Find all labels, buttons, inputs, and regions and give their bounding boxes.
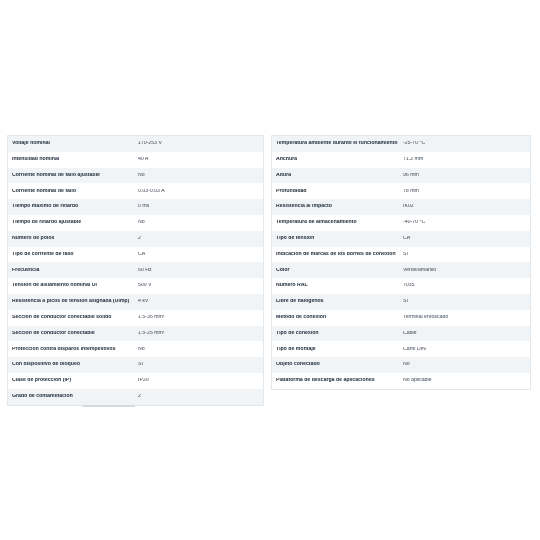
spec-value: Sí bbox=[138, 362, 143, 368]
table-row bbox=[272, 168, 530, 184]
spec-value: 0.03-0.03 A bbox=[138, 188, 165, 194]
table-row bbox=[272, 199, 530, 215]
table-row bbox=[8, 357, 263, 373]
table-row bbox=[272, 341, 530, 357]
spec-label: Tiempo de retardo ajustable bbox=[12, 220, 82, 226]
spec-label: Tensión de aislamiento nominal Ui bbox=[12, 283, 97, 289]
spec-table-right bbox=[271, 135, 531, 390]
table-row bbox=[8, 183, 263, 199]
spec-label: Frecuencia bbox=[12, 267, 40, 273]
spec-label: Número RAL bbox=[276, 283, 308, 289]
table-row bbox=[8, 341, 263, 357]
spec-value: CA bbox=[138, 251, 146, 257]
table-row bbox=[272, 262, 530, 278]
table-row bbox=[8, 310, 263, 326]
spec-value: No bbox=[138, 172, 145, 178]
spec-label: Objeto conectado bbox=[276, 362, 320, 368]
spec-label: Corriente nominal de fallo ajustable bbox=[12, 172, 100, 178]
spec-label: Intensidad nominal bbox=[12, 157, 60, 163]
spec-value: 2 bbox=[138, 236, 141, 242]
table-row bbox=[8, 168, 263, 184]
table-row bbox=[8, 215, 263, 231]
spec-value: Sí bbox=[403, 299, 408, 305]
spec-value: 50 Hz bbox=[138, 267, 152, 273]
spec-value: -25-70 °C bbox=[403, 141, 426, 147]
table-row bbox=[8, 389, 263, 405]
spec-value: Cable bbox=[403, 330, 417, 336]
spec-value: 2 bbox=[138, 394, 141, 400]
table-row bbox=[8, 247, 263, 263]
table-row bbox=[272, 326, 530, 342]
spec-label: Color bbox=[276, 267, 290, 273]
spec-value: -40-70 °C bbox=[403, 220, 426, 226]
spec-label: Resistencia a picos de tensión asignada (Uimp) bbox=[12, 299, 130, 305]
spec-label: Voltaje nominal bbox=[12, 141, 50, 147]
spec-value: 170-253 V bbox=[138, 141, 162, 147]
table-row bbox=[272, 215, 530, 231]
table-row bbox=[272, 183, 530, 199]
spec-label: Libre de halógenos bbox=[276, 299, 324, 305]
table-row bbox=[272, 373, 530, 389]
spec-label: Grado de contaminación bbox=[12, 394, 73, 400]
spec-value: IK02 bbox=[403, 204, 414, 210]
spec-label: Anchura bbox=[276, 157, 298, 163]
spec-value: Verde/amarillo bbox=[403, 267, 437, 273]
horizontal-scrollbar[interactable] bbox=[82, 405, 135, 407]
table-row bbox=[272, 294, 530, 310]
spec-label: Plataforma de descarga de aplicaciones bbox=[276, 378, 375, 384]
spec-value: Sí bbox=[403, 251, 408, 257]
spec-value: 1.5-35 mm² bbox=[138, 315, 165, 321]
spec-label: Número de polos bbox=[12, 236, 55, 242]
spec-value: 500 V bbox=[138, 283, 152, 289]
table-row bbox=[272, 278, 530, 294]
table-row bbox=[272, 231, 530, 247]
table-row bbox=[8, 278, 263, 294]
table-row bbox=[8, 262, 263, 278]
spec-value: 1.5-25 mm² bbox=[138, 330, 165, 336]
spec-value: Carril DIN bbox=[403, 346, 426, 352]
table-row bbox=[8, 152, 263, 168]
spec-label: Sección de conductor conectable sólido bbox=[12, 315, 112, 321]
spec-value: 40 A bbox=[138, 157, 149, 163]
spec-label: Tipo de tensión bbox=[276, 236, 315, 242]
spec-value: No bbox=[138, 220, 145, 226]
spec-label: Tipo de conexión bbox=[276, 330, 319, 336]
spec-table-left bbox=[7, 135, 264, 406]
spec-value: 71.2 mm bbox=[403, 157, 424, 163]
table-row bbox=[8, 373, 263, 389]
spec-label: Tiempo máximo de retardo bbox=[12, 204, 79, 210]
spec-label: Tipo de montaje bbox=[276, 346, 316, 352]
spec-value: 4 kV bbox=[138, 299, 149, 305]
spec-value: CA bbox=[403, 236, 411, 242]
spec-label: Sección de conductor conectable bbox=[12, 330, 95, 336]
spec-label: Método de conexión bbox=[276, 315, 327, 321]
spec-label: Resistencia al impacto bbox=[276, 204, 332, 210]
spec-value: IP20 bbox=[138, 378, 149, 384]
spec-label: Temperatura de almacenamiento bbox=[276, 220, 357, 226]
spec-value: 96 mm bbox=[403, 172, 419, 178]
spec-label: Corriente nominal de fallo bbox=[12, 188, 76, 194]
table-row bbox=[8, 136, 263, 152]
table-row bbox=[272, 152, 530, 168]
spec-label: Indicación de marcas de los bornes de conexión bbox=[276, 251, 396, 257]
table-row bbox=[272, 357, 530, 373]
spec-value: 0 ms bbox=[138, 204, 150, 210]
table-row bbox=[272, 247, 530, 263]
spec-label: Temperatura ambiente durante el funcionamiento bbox=[276, 141, 398, 147]
table-row bbox=[8, 294, 263, 310]
spec-value: 78 mm bbox=[403, 188, 419, 194]
table-row bbox=[272, 310, 530, 326]
spec-label: Protección contra disparos intempestivos bbox=[12, 346, 116, 352]
spec-value: No bbox=[403, 362, 410, 368]
spec-label: Profundidad bbox=[276, 188, 307, 194]
table-row bbox=[8, 199, 263, 215]
spec-label: Con dispositivo de bloqueo bbox=[12, 362, 81, 368]
spec-value: No bbox=[138, 346, 145, 352]
spec-label: Clase de protección (IP) bbox=[12, 378, 72, 384]
table-row bbox=[272, 136, 530, 152]
spec-label: Tipo de corriente de fallo bbox=[12, 251, 74, 257]
spec-value: Terminal enroscado bbox=[403, 315, 449, 321]
spec-value: No aplicable bbox=[403, 378, 432, 384]
table-row bbox=[8, 231, 263, 247]
spec-label: Altura bbox=[276, 172, 291, 178]
table-row bbox=[8, 326, 263, 342]
spec-value: 7035 bbox=[403, 283, 415, 289]
